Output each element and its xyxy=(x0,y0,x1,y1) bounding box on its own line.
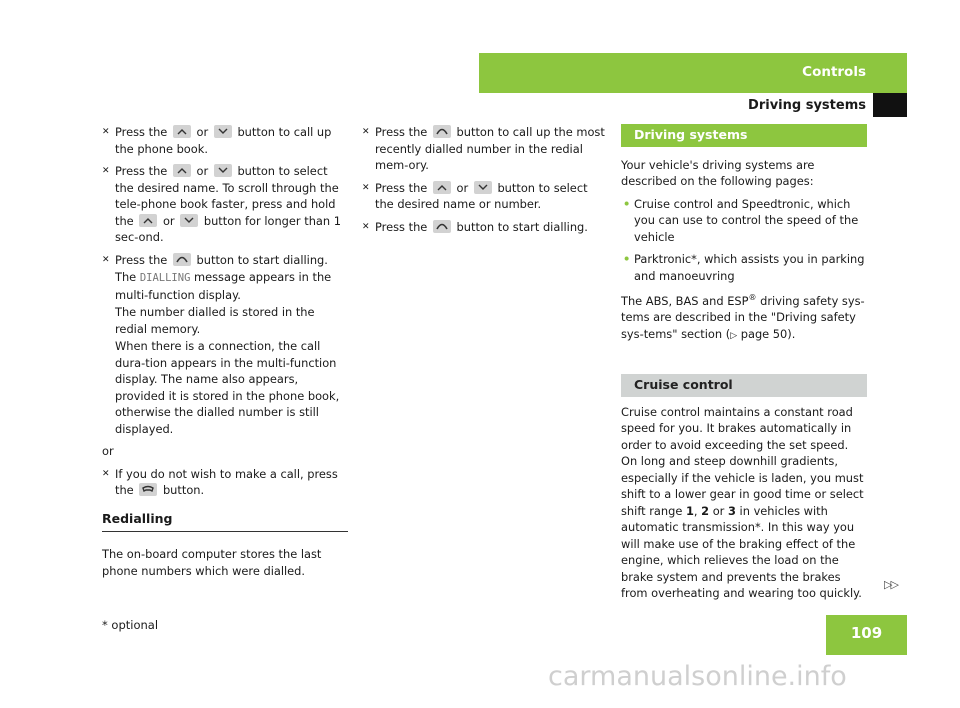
page-number: 109 xyxy=(850,624,883,642)
step-arrow-icon: ✕ xyxy=(362,221,370,232)
step-arrow-icon: ✕ xyxy=(362,182,370,193)
dialling-message-note: The DIALLING message appears in the multi-function display. xyxy=(115,270,332,302)
intro-text: Your vehicle's driving systems are described on the following pages: xyxy=(621,157,815,188)
phone-call-icon xyxy=(433,125,451,138)
chevron-down-icon xyxy=(214,164,232,177)
step-arrow-icon: ✕ xyxy=(102,166,110,176)
bullet-icon: • xyxy=(623,252,631,266)
driving-systems-heading: Driving systems xyxy=(621,124,867,147)
continued-icon: ▷▷ xyxy=(884,578,897,591)
chevron-up-icon xyxy=(139,214,157,227)
step-select-name: ✕ Press the or button to select the desired name. To scroll through the tele-phone book faster, press and hold the or button for longer than 1 sec-ond. xyxy=(102,164,341,244)
step-arrow-icon: ✕ xyxy=(102,468,110,479)
bullet-parktronic: • Parktronic*, which assists you in parking and manoeuvring xyxy=(623,252,865,283)
chevron-up-icon xyxy=(433,181,451,194)
running-head: Driving systems xyxy=(748,98,866,113)
step-call-phonebook: ✕ Press the or button to call up the phone book. xyxy=(102,125,332,156)
step-arrow-icon: ✕ xyxy=(362,127,370,137)
chevron-down-icon xyxy=(474,181,492,194)
chevron-down-icon xyxy=(180,214,198,227)
step-select-number: ✕ Press the or button to select the desired name or number. xyxy=(362,180,588,211)
step-start-dialling: ✕ Press the button to start dialling. xyxy=(102,252,328,267)
redialling-heading: Redialling xyxy=(102,511,348,533)
page-number-box xyxy=(826,615,907,655)
connection-note: When there is a connection, the call dura-tion appears in the multi-function display. The name also appears, provided it is stored in the phone book, otherwise the dialled number is still displayed. xyxy=(115,339,340,436)
chevron-up-icon xyxy=(173,164,191,177)
display-message: DIALLING xyxy=(139,272,191,284)
section-tab xyxy=(479,53,907,93)
footnote: * optional xyxy=(102,618,159,632)
column-middle xyxy=(362,124,608,241)
bullet-icon: • xyxy=(623,196,631,211)
phone-hangup-icon xyxy=(139,483,157,496)
redial-memory-note: The number dialled is stored in the redial memory. xyxy=(115,305,315,336)
chevron-up-icon xyxy=(173,125,191,138)
chevron-down-icon xyxy=(214,125,232,138)
cruise-control-text: Cruise control maintains a constant road speed for you. It brakes automatically in order to avoid exceeding the set speed. On long and steep downhill gradients, especially if the vehicle is laden, you must shift to a lower gear in good time or select shift range 1, 2 or 3 in vehicles with automatic transmission*. In this way you will make use of the braking effect of the engine, which relieves the load on the brake system and prevents the brakes from overheating and wearing too quickly. xyxy=(621,404,864,601)
step-arrow-icon: ✕ xyxy=(102,254,110,265)
thumb-tab xyxy=(873,93,907,117)
watermark: carmanualsonline.info xyxy=(548,661,847,692)
cruise-control-heading: Cruise control xyxy=(621,374,867,397)
phone-call-icon xyxy=(433,220,451,233)
column-right xyxy=(621,124,867,608)
phone-call-icon xyxy=(173,253,191,266)
or-text: or xyxy=(102,444,114,458)
bullet-cruise: • Cruise control and Speedtronic, which you can use to control the speed of the vehicle xyxy=(623,196,859,244)
page-ref-icon: ▷ xyxy=(730,330,738,341)
step-hangup: ✕ If you do not wish to make a call, press the button. xyxy=(102,466,338,497)
step-start-dialling-2: ✕ Press the button to start dialling. xyxy=(362,219,588,234)
section-tab-label: Controls xyxy=(802,64,866,80)
column-left xyxy=(102,124,348,585)
step-recall-last: ✕ Press the button to call up the most recently dialled number in the redial mem-ory. xyxy=(362,125,605,172)
safety-systems-text: The ABS, BAS and ESP® driving safety sys-tems are described in the "Driving safety sys-tems" section (▷ page 50). xyxy=(621,293,865,341)
redialling-text: The on-board computer stores the last phone numbers which were dialled. xyxy=(102,547,322,578)
step-arrow-icon: ✕ xyxy=(102,127,110,137)
